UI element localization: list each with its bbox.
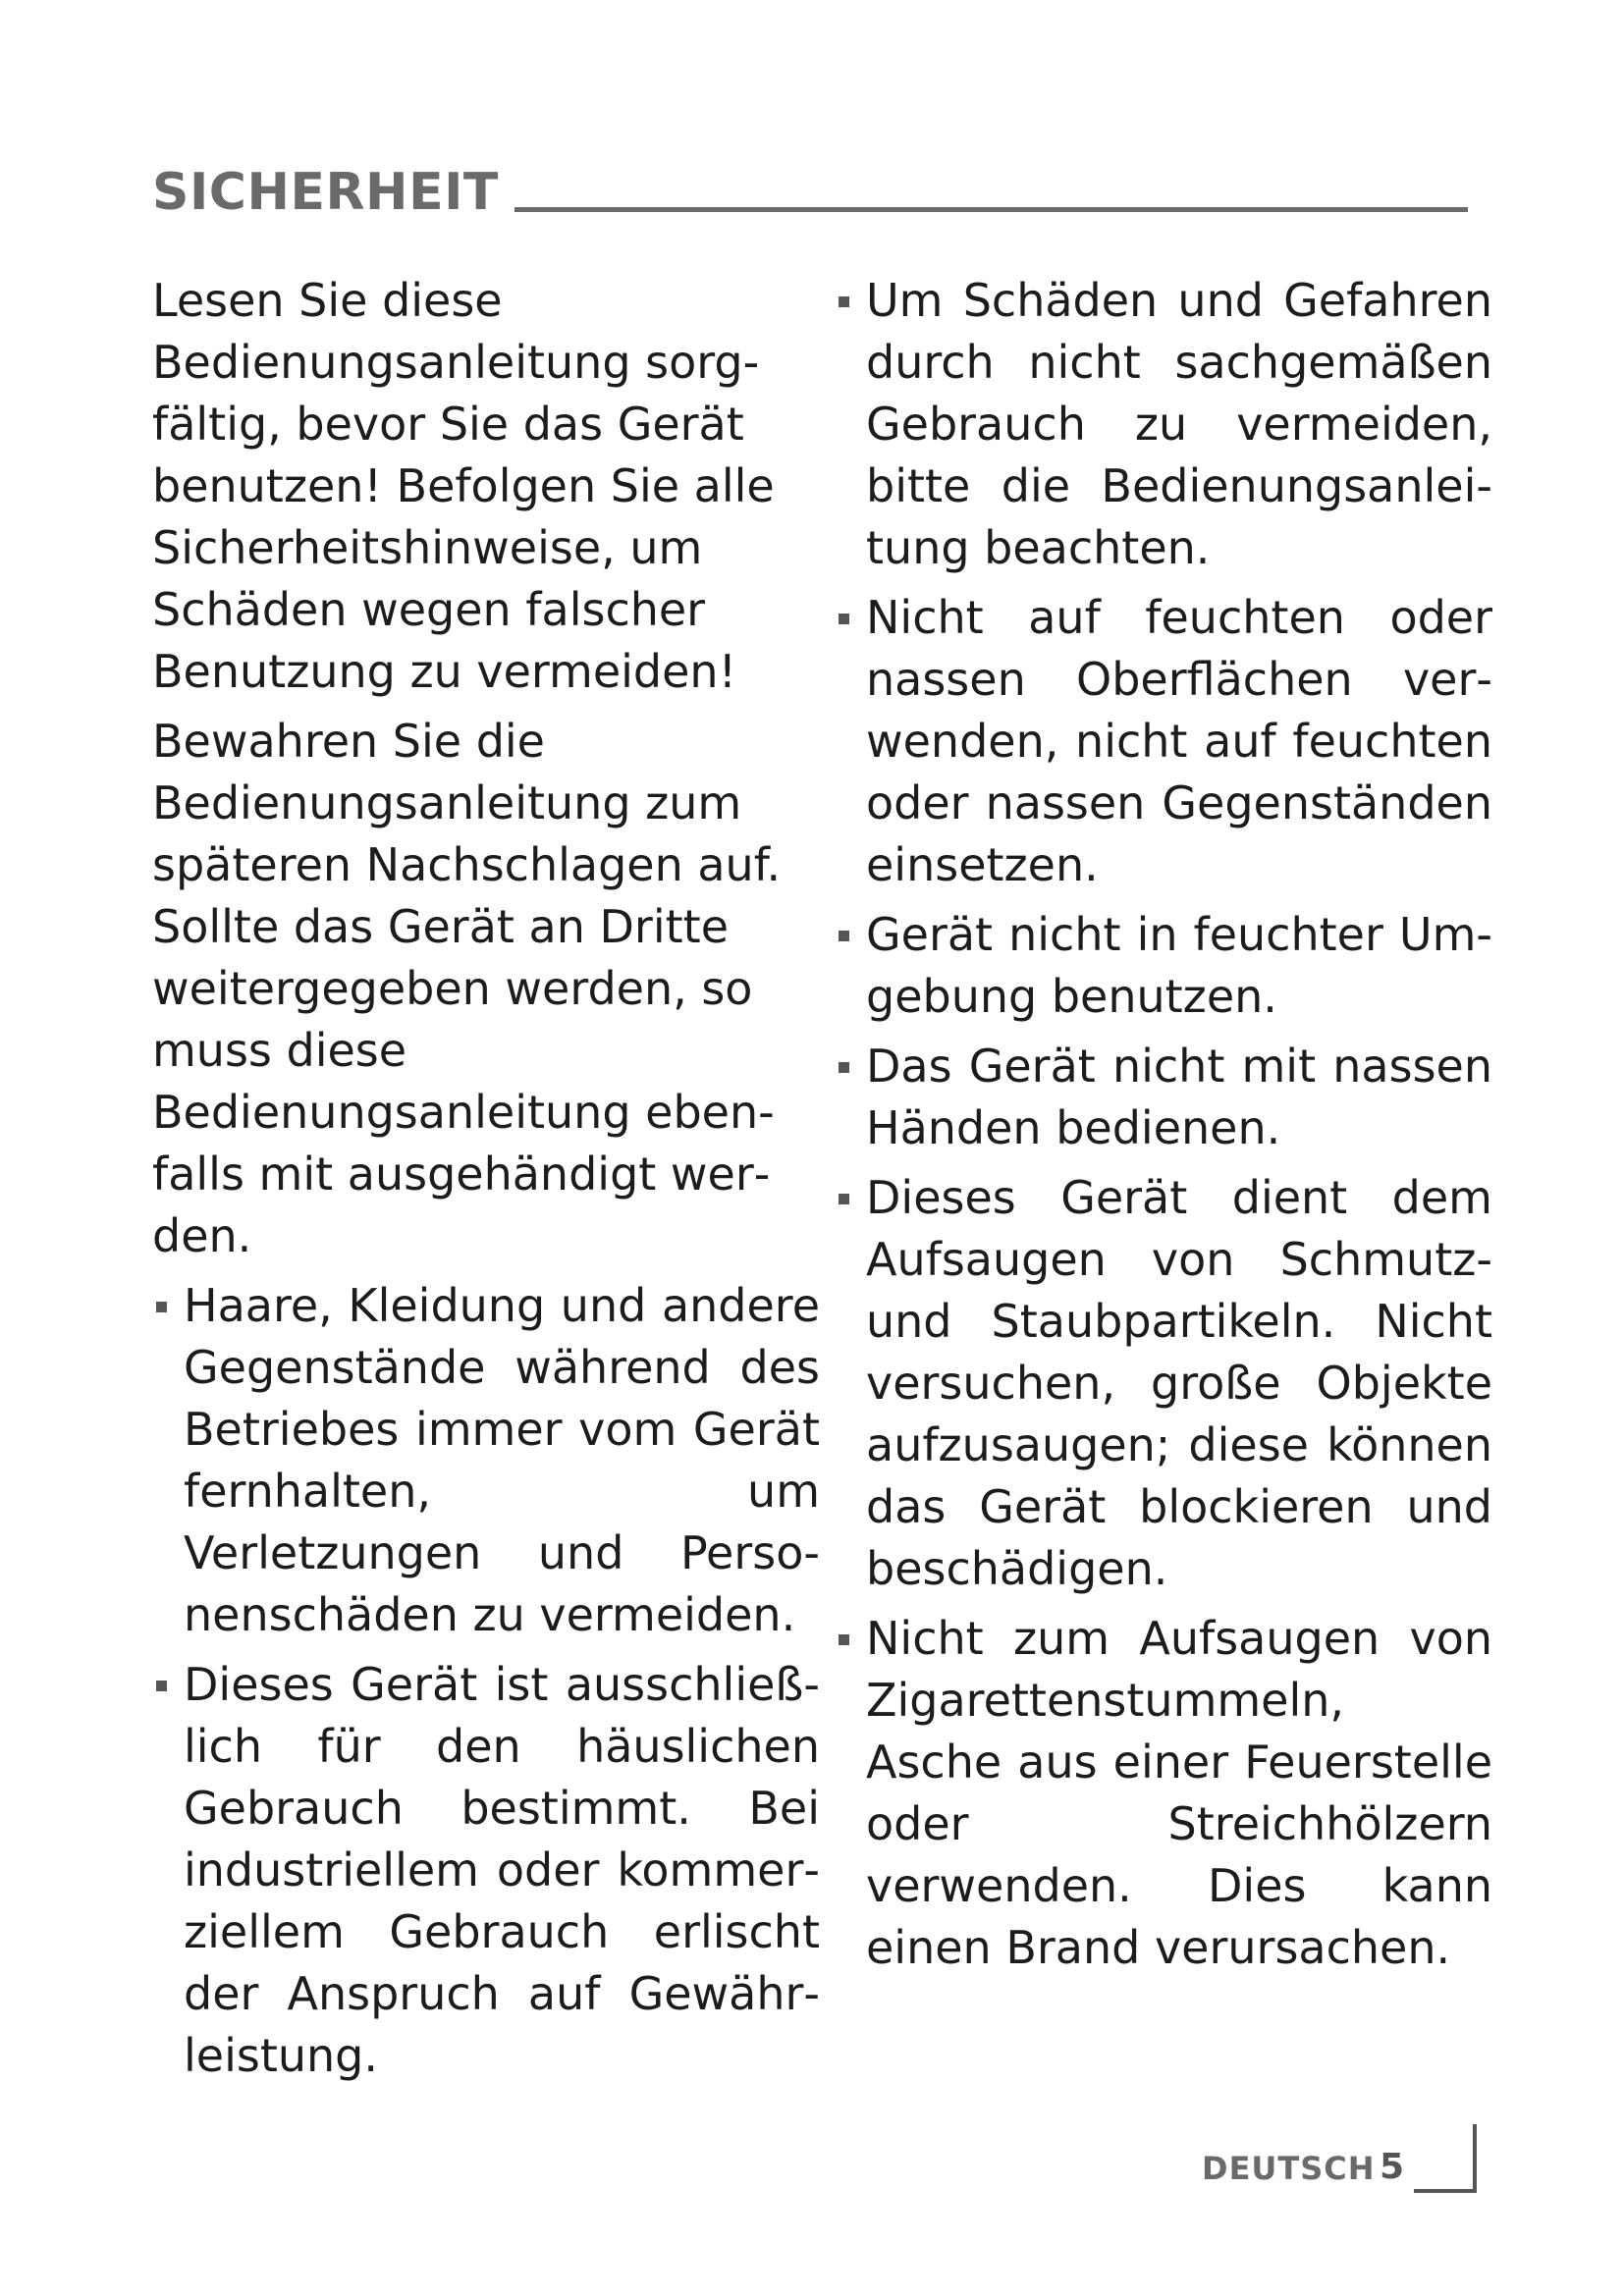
footer-language: DEUTSCH [1202, 2150, 1376, 2187]
footer-corner-line-horizontal [1414, 2189, 1475, 2193]
safety-bullet [835, 270, 1492, 579]
square-bullet-icon [156, 1302, 167, 1312]
safety-bullet-text: Nicht zum Aufsaugen von Zigarettenstummeln, Asche aus einer Feuerstelle oder Streichhölzern verwenden. Dies kann einen Brand verursachen. [866, 1612, 1492, 1974]
square-bullet-icon [839, 614, 849, 624]
safety-bullet [835, 904, 1492, 1028]
section-header [152, 149, 1468, 222]
title-underline [514, 207, 1468, 212]
safety-bullet [835, 1608, 1492, 1979]
safety-bullet [152, 1275, 820, 1646]
section-title: SICHERHEIT [152, 163, 499, 222]
safety-bullet-text: Dieses Gerät ist ausschließlich für den häuslichen Gebrauch bestimmt. Bei industriellem oder kommerziellem Gebrauch erlischt der Anspruch auf Gewährleistung. [184, 1658, 820, 2082]
page-footer [1168, 2120, 1483, 2199]
footer-corner-line-vertical [1473, 2124, 1477, 2193]
right-column [835, 270, 1492, 1987]
intro-paragraph-2: Bewahren Sie die Bedienungsanleitung zum späteren Nachschlagen auf. Sollte das Gerät an Dritte weitergegeben werden, so muss diese Bedienungsanleitung ebenfalls mit ausgehändigt werden. [152, 715, 782, 1262]
safety-bullet [835, 587, 1492, 896]
square-bullet-icon [839, 1634, 849, 1645]
safety-bullet [835, 1167, 1492, 1600]
safety-bullet-text: Gerät nicht in feuchter Umgebung benutzen. [866, 908, 1492, 1023]
safety-bullet-text: Um Schäden und Gefahren durch nicht sachgemäßen Gebrauch zu vermeiden, bitte die Bedienungsanleitung beachten. [866, 274, 1492, 574]
square-bullet-icon [839, 296, 849, 307]
square-bullet-icon [839, 1062, 849, 1073]
safety-bullet-text: Haare, Kleidung und andere Gegenstände während des Betriebes immer vom Gerät fernhalten, um Verletzungen und Personenschäden zu vermeiden. [184, 1279, 820, 1641]
page-number: 5 [1380, 2147, 1405, 2187]
intro-paragraph-1: Lesen Sie diese Bedienungsanleitung sorgfältig, bevor Sie das Gerät benutzen! Befolgen Sie alle Sicherheitshinweise, um Schäden wegen falscher Benutzung zu vermeiden! [152, 274, 775, 698]
square-bullet-icon [839, 931, 849, 941]
square-bullet-icon [839, 1194, 849, 1204]
safety-bullet [152, 1654, 820, 2087]
square-bullet-icon [156, 1681, 167, 1691]
safety-bullet-text: Dieses Gerät dient dem Aufsaugen von Schmutz- und Staubpartikeln. Nicht versuchen, große Objekte aufzusaugen; diese können das Gerät blockieren und beschädigen. [866, 1171, 1492, 1595]
safety-bullet-text: Das Gerät nicht mit nassen Händen bedienen. [866, 1040, 1492, 1154]
left-column [152, 270, 820, 2095]
safety-bullet [835, 1036, 1492, 1159]
safety-bullet-text: Nicht auf feuchten oder nassen Oberflächen verwenden, nicht auf feuchten oder nassen Gegenständen einsetzen. [866, 591, 1492, 891]
